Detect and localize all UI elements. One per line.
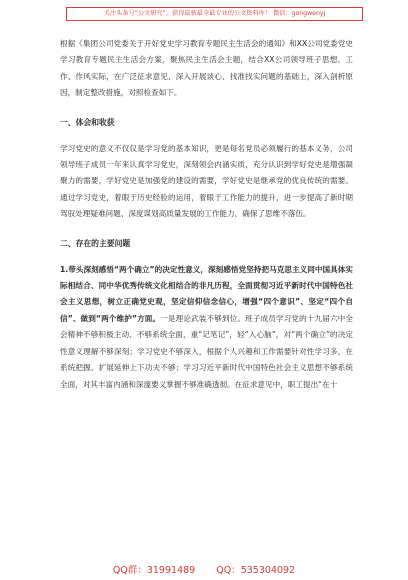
footer-qq-group: QQ群：31991489 (112, 565, 196, 576)
document-page (60, 36, 353, 393)
footer-contact (0, 562, 408, 576)
section-heading-2: 二、存在的主要问题 (60, 238, 131, 248)
footer-qq: QQ：535304092 (216, 565, 296, 576)
section2-bold-lead: 1.带头深刻感悟“两个确立”的决定性意义，深刻感悟党坚持把马克思主义同中国具体实际相结合、同中华优秀传统文化相结合的非凡历程，全面贯彻习近平新时代中国特色社会主义思想，树立正确党史观，坚定信仰信念信心，增强“四个意识”、坚定“四个自信”、做到“两个维护”方面。 (60, 264, 353, 323)
section-heading-1: 一、体会和收获 (60, 117, 115, 127)
section2-paragraph (60, 262, 353, 393)
promo-banner: 关注头条号“公文研究”，获得最新最全最专业的公文资料库！ 微信：gongwenyj (66, 7, 363, 21)
intro-paragraph: 根据《集团公司党委关于开好党史学习教育专题民主生活会的通知》和XX公司党委党史学习教育专题民主生活会方案，聚焦民主生活会主题，结合XX公司领导班子思想、工作、作风实际，在广泛征求意见、深入开展谈心、找准找实问题的基础上，深入剖析原因，制定整改措施，对照检查如下。 (60, 39, 353, 98)
section1-paragraph: 学习党史的意义不仅仅是学习党的基本知识，更是每名党员必须履行的基本义务，公司领导班子成员一年来认真学习党史，深刻领会内涵实质，充分认识到学好党史是增强凝聚力的需要，学好党史是加强党的建设的需要，学好党史是继承党的优良传统的需要。通过学习党史，着眼于历史经验的运用，着眼于工作能力的提升，进一步提高了新时期驾驭处理疑难问题、深度谋划高质量发展的工作能力，确保了思维不落伍。 (60, 143, 353, 219)
section2-body: 一是理论武装不够到位。班子成员学习党的十九届六中全会精神不够积极主动、不够系统全面，重“记笔记”，轻“入心脑”，对“两个确立”的决定性意义理解不够深刻；学习党史不够深入，根据个人兴趣和工作需要针对性学习多，在系统把握、扩展延伸上下功夫不够；学习习近平新时代中国特色社会主义思想不够系统全面，对其丰富内涵和深邃要义掌握不够准确透彻。在征求意见中，职工提出“在十 (60, 313, 353, 389)
